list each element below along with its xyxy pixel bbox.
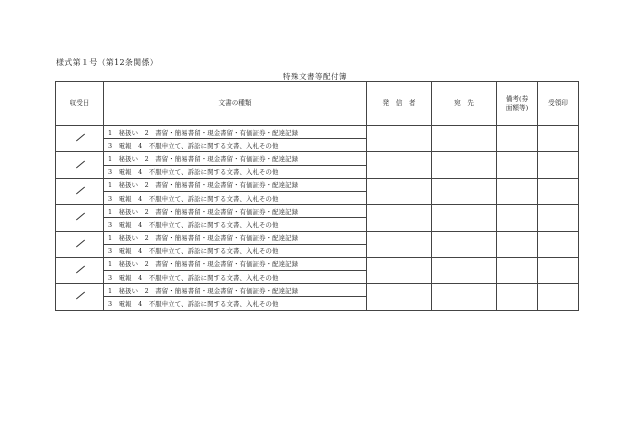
receipt-seal-cell[interactable] [538,126,579,152]
received-date-cell[interactable] [56,257,104,283]
table-row [56,152,579,165]
header-received-date: 収受日 [56,82,104,126]
sender-cell[interactable] [367,126,432,152]
received-date-cell[interactable] [56,205,104,231]
distribution-ledger-table [55,81,579,311]
receipt-seal-cell[interactable] [538,231,579,257]
remarks-cell[interactable] [497,231,538,257]
table-row [56,284,579,297]
document-type-line-2: 3 電報 4 不服申立て、訴訟に関する文書、入札その他 [104,191,367,204]
sender-cell[interactable] [367,257,432,283]
sender-cell[interactable] [367,231,432,257]
document-type-line-1: 1 秘扱い 2 書留・簡易書留・現金書留・有価証券・配達記録 [104,178,367,191]
slash-icon [75,186,85,195]
table-row [56,205,579,218]
receipt-seal-cell[interactable] [538,152,579,178]
document-type-line-1: 1 秘扱い 2 書留・簡易書留・現金書留・有価証券・配達記録 [104,284,367,297]
header-addressee: 宛 先 [432,82,497,126]
received-date-cell[interactable] [56,152,104,178]
header-row [56,82,579,126]
addressee-cell[interactable] [432,126,497,152]
sender-cell[interactable] [367,178,432,204]
document-type-line-2: 3 電報 4 不服申立て、訴訟に関する文書、入札その他 [104,271,367,284]
addressee-cell[interactable] [432,178,497,204]
addressee-cell[interactable] [432,152,497,178]
document-title: 特殊文書等配付簿 [283,72,347,81]
document-type-line-1: 1 秘扱い 2 書留・簡易書留・現金書留・有価証券・配達記録 [104,152,367,165]
addressee-cell[interactable] [432,231,497,257]
header-remarks [497,82,538,126]
slash-icon [75,265,85,274]
table-row [56,126,579,139]
received-date-cell[interactable] [56,126,104,152]
ledger-body [56,126,579,311]
remarks-cell[interactable] [497,284,538,310]
document-type-line-1: 1 秘扱い 2 書留・簡易書留・現金書留・有価証券・配達記録 [104,231,367,244]
slash-icon [75,239,85,248]
header-remarks-line2: 面額等) [505,103,529,112]
addressee-cell[interactable] [432,205,497,231]
document-type-line-1: 1 秘扱い 2 書留・簡易書留・現金書留・有価証券・配達記録 [104,126,367,139]
receipt-seal-cell[interactable] [538,178,579,204]
receipt-seal-cell[interactable] [538,257,579,283]
received-date-cell[interactable] [56,178,104,204]
slash-icon [75,160,85,169]
received-date-cell[interactable] [56,231,104,257]
form-number: 様式第１号（第12条関係） [56,58,159,67]
slash-icon [75,291,85,300]
table-row [56,178,579,191]
header-sender: 発 信 者 [367,82,432,126]
header-document-type: 文書の種類 [104,82,367,126]
document-type-line-2: 3 電報 4 不服申立て、訴訟に関する文書、入札その他 [104,297,367,310]
receipt-seal-cell[interactable] [538,284,579,310]
document-type-line-1: 1 秘扱い 2 書留・簡易書留・現金書留・有価証券・配達記録 [104,205,367,218]
remarks-cell[interactable] [497,257,538,283]
header-remarks-line1: 備考(券 [505,94,529,103]
addressee-cell[interactable] [432,284,497,310]
table-row [56,231,579,244]
received-date-cell[interactable] [56,284,104,310]
table-row [56,257,579,270]
remarks-cell[interactable] [497,152,538,178]
document-type-line-2: 3 電報 4 不服申立て、訴訟に関する文書、入札その他 [104,139,367,152]
sender-cell[interactable] [367,152,432,178]
remarks-cell[interactable] [497,126,538,152]
addressee-cell[interactable] [432,257,497,283]
receipt-seal-cell[interactable] [538,205,579,231]
remarks-cell[interactable] [497,205,538,231]
document-type-line-2: 3 電報 4 不服申立て、訴訟に関する文書、入札その他 [104,165,367,178]
document-type-line-2: 3 電報 4 不服申立て、訴訟に関する文書、入札その他 [104,244,367,257]
slash-icon [75,133,85,142]
header-receipt-seal: 受領印 [538,82,579,126]
remarks-cell[interactable] [497,178,538,204]
sender-cell[interactable] [367,205,432,231]
document-type-line-1: 1 秘扱い 2 書留・簡易書留・現金書留・有価証券・配達記録 [104,257,367,270]
sender-cell[interactable] [367,284,432,310]
document-type-line-2: 3 電報 4 不服申立て、訴訟に関する文書、入札その他 [104,218,367,231]
slash-icon [75,212,85,221]
